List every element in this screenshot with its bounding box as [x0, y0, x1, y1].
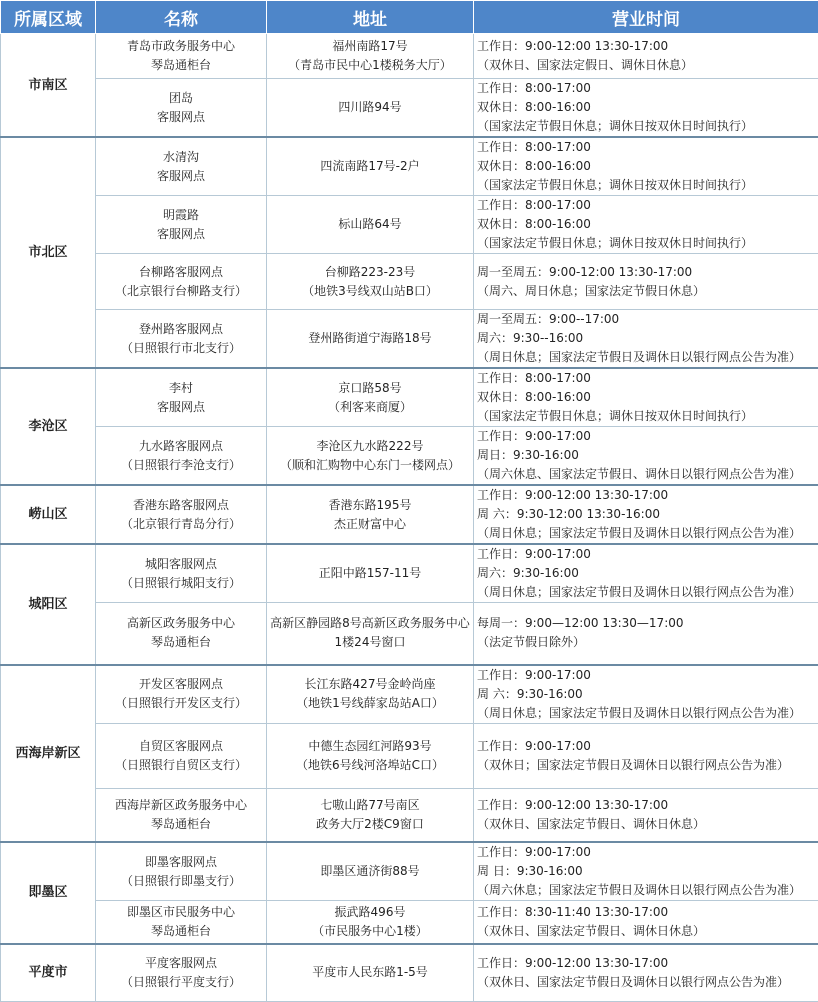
address-cell	[267, 665, 474, 724]
name-cell-line: 登州路客服网点	[96, 320, 266, 339]
hours-cell-line: （法定节假日除外）	[477, 633, 818, 652]
address-cell	[267, 788, 474, 842]
address-cell-line: （利客来商厦）	[267, 398, 473, 417]
hours-cell-line: （周六休息；国家法定节假日及调休日以银行网点公告为准）	[477, 881, 818, 900]
hours-cell-line: （国家法定节假日休息；调休日按双休日时间执行）	[477, 234, 818, 253]
address-cell-line: 高新区静园路8号高新区政务服务中心	[267, 614, 473, 633]
hours-cell-line: 周一至周五：9:00--17:00	[477, 310, 818, 329]
hours-cell-line: 工作日：8:00-17:00	[477, 369, 818, 388]
name-cell-line: 李村	[96, 379, 266, 398]
hours-cell-line: （双休日、国家法定节假日、调休日休息）	[477, 922, 818, 941]
table-row	[1, 485, 818, 544]
name-cell	[96, 254, 267, 310]
hours-cell	[474, 310, 818, 369]
hours-cell	[474, 196, 818, 254]
table-row	[1, 368, 818, 427]
table-row	[1, 723, 818, 788]
address-cell-line: （市民服务中心1楼）	[267, 922, 473, 941]
table-body	[1, 34, 818, 1002]
hours-cell-line: （国家法定节假日休息；调休日按双休日时间执行）	[477, 117, 818, 136]
name-cell-line: 台柳路客服网点	[96, 263, 266, 282]
name-cell-line: 西海岸新区政务服务中心	[96, 796, 266, 815]
hours-cell	[474, 137, 818, 196]
name-cell	[96, 34, 267, 79]
address-cell-line: （青岛市民中心1楼税务大厅）	[267, 56, 473, 75]
name-cell-line: 即墨客服网点	[96, 853, 266, 872]
hours-cell-line: 工作日：9:00-12:00 13:30-17:00	[477, 954, 818, 973]
hours-cell-line: 周六：9:30-16:00	[477, 564, 818, 583]
hours-cell-line: （双休日、国家法定节假日、调休日休息）	[477, 815, 818, 834]
address-cell	[267, 544, 474, 603]
address-cell	[267, 368, 474, 427]
district-cell: 即墨区	[1, 842, 96, 944]
hours-cell	[474, 79, 818, 138]
district-cell: 市北区	[1, 137, 96, 368]
hours-cell-line: （周日休息；国家法定节假日及调休日以银行网点公告为准）	[477, 583, 818, 602]
address-cell-line: 平度市人民东路1-5号	[267, 963, 473, 982]
name-cell-line: 自贸区客服网点	[96, 737, 266, 756]
name-cell-line: 高新区政务服务中心	[96, 614, 266, 633]
hours-cell-line: （国家法定节假日休息；调休日按双休日时间执行）	[477, 176, 818, 195]
address-cell-line: 香港东路195号	[267, 496, 473, 515]
table-row	[1, 254, 818, 310]
table-row	[1, 944, 818, 1002]
address-cell-line: 七嗷山路77号南区	[267, 796, 473, 815]
hours-cell-line: 工作日：9:00-17:00	[477, 843, 818, 862]
address-cell	[267, 254, 474, 310]
name-cell-line: （日照银行开发区支行）	[96, 694, 266, 713]
hours-cell-line: 工作日：8:30-11:40 13:30-17:00	[477, 903, 818, 922]
address-cell-line: （地铁1号线薛家岛站A口）	[267, 694, 473, 713]
hours-cell	[474, 603, 818, 665]
address-cell-line: 京口路58号	[267, 379, 473, 398]
district-cell: 市南区	[1, 34, 96, 138]
address-cell	[267, 427, 474, 486]
hours-cell-line: 周一至周五：9:00-12:00 13:30-17:00	[477, 263, 818, 282]
name-cell-line: 琴岛通柜台	[96, 815, 266, 834]
name-cell-line: 香港东路客服网点	[96, 496, 266, 515]
address-cell	[267, 137, 474, 196]
address-cell-line: 标山路64号	[267, 215, 473, 234]
name-cell-line: 客服网点	[96, 398, 266, 417]
address-cell-line: 福州南路17号	[267, 37, 473, 56]
name-cell-line: 琴岛通柜台	[96, 922, 266, 941]
address-cell	[267, 901, 474, 944]
table-row	[1, 137, 818, 196]
district-cell: 城阳区	[1, 544, 96, 665]
name-cell	[96, 665, 267, 724]
name-cell-line: 客服网点	[96, 108, 266, 127]
name-cell-line: 水清沟	[96, 148, 266, 167]
hours-cell	[474, 901, 818, 944]
address-cell	[267, 79, 474, 138]
name-cell-line: 开发区客服网点	[96, 675, 266, 694]
name-cell-line: 青岛市政务服务中心	[96, 37, 266, 56]
address-cell-line: 杰正财富中心	[267, 515, 473, 534]
name-cell-line: 即墨区市民服务中心	[96, 903, 266, 922]
table-row	[1, 665, 818, 724]
name-cell-line: （日照银行即墨支行）	[96, 872, 266, 891]
name-cell	[96, 788, 267, 842]
table-row	[1, 603, 818, 665]
name-cell-line: 琴岛通柜台	[96, 56, 266, 75]
name-cell	[96, 723, 267, 788]
header-hours: 营业时间	[474, 1, 818, 34]
name-cell	[96, 79, 267, 138]
address-cell-line: 振武路496号	[267, 903, 473, 922]
address-cell	[267, 603, 474, 665]
name-cell-line: （北京银行台柳路支行）	[96, 282, 266, 301]
address-cell-line: 即墨区通济街88号	[267, 862, 473, 881]
address-cell-line: 长江东路427号金岭尚座	[267, 675, 473, 694]
address-cell-line: （顺和汇购物中心东门一楼网点）	[267, 456, 473, 475]
hours-cell-line: 工作日：8:00-17:00	[477, 196, 818, 215]
address-cell-line: 登州路街道宁海路18号	[267, 329, 473, 348]
hours-cell	[474, 723, 818, 788]
name-cell	[96, 137, 267, 196]
address-cell	[267, 34, 474, 79]
name-cell-line: 城阳客服网点	[96, 555, 266, 574]
name-cell-line: （日照银行市北支行）	[96, 339, 266, 358]
hours-cell-line: 工作日：9:00-17:00	[477, 545, 818, 564]
address-cell	[267, 723, 474, 788]
address-cell-line: 中德生态园红河路93号	[267, 737, 473, 756]
address-cell-line: （地铁6号线河洛埠站C口）	[267, 756, 473, 775]
name-cell	[96, 368, 267, 427]
hours-cell	[474, 788, 818, 842]
name-cell-line: （北京银行青岛分行）	[96, 515, 266, 534]
address-cell-line: 政务大厅2楼C9窗口	[267, 815, 473, 834]
address-cell	[267, 310, 474, 369]
header-district: 所属区域	[1, 1, 96, 34]
address-cell	[267, 485, 474, 544]
hours-cell	[474, 254, 818, 310]
hours-cell	[474, 34, 818, 79]
header-row	[1, 1, 818, 34]
hours-cell	[474, 368, 818, 427]
hours-cell-line: （双休日、国家法定节假日及调休日以银行网点公告为准）	[477, 973, 818, 992]
address-cell	[267, 196, 474, 254]
hours-cell-line: （周六、周日休息；国家法定节假日休息）	[477, 282, 818, 301]
address-cell-line: 台柳路223-23号	[267, 263, 473, 282]
table-row	[1, 310, 818, 369]
table-row	[1, 842, 818, 901]
hours-cell-line: 工作日：9:00-12:00 13:30-17:00	[477, 486, 818, 505]
district-cell: 平度市	[1, 944, 96, 1002]
hours-cell-line: 双休日：8:00-16:00	[477, 215, 818, 234]
hours-cell-line: 工作日：9:00-12:00 13:30-17:00	[477, 796, 818, 815]
hours-cell-line: 周日：9:30-16:00	[477, 446, 818, 465]
hours-cell-line: （双休日、国家法定假日、调休日休息）	[477, 56, 818, 75]
address-cell-line: 1楼24号窗口	[267, 633, 473, 652]
hours-cell-line: （双休日；国家法定节假日及调休日以银行网点公告为准）	[477, 756, 818, 775]
table-row	[1, 34, 818, 79]
name-cell-line: 琴岛通柜台	[96, 633, 266, 652]
address-cell	[267, 842, 474, 901]
table-row	[1, 544, 818, 603]
hours-cell-line: 工作日：8:00-17:00	[477, 79, 818, 98]
hours-cell-line: 周 六：9:30-12:00 13:30-16:00	[477, 505, 818, 524]
name-cell	[96, 196, 267, 254]
name-cell-line: 客服网点	[96, 167, 266, 186]
table-row	[1, 196, 818, 254]
address-cell-line: 四流南路17号-2户	[267, 157, 473, 176]
name-cell-line: 团岛	[96, 89, 266, 108]
hours-cell-line: （周日休息；国家法定节假日及调休日以银行网点公告为准）	[477, 348, 818, 367]
name-cell	[96, 485, 267, 544]
name-cell-line: 平度客服网点	[96, 954, 266, 973]
address-cell	[267, 944, 474, 1002]
hours-cell-line: 工作日：9:00-17:00	[477, 666, 818, 685]
header-address: 地址	[267, 1, 474, 34]
name-cell	[96, 901, 267, 944]
table-row	[1, 427, 818, 486]
hours-cell-line: 周 日：9:30-16:00	[477, 862, 818, 881]
hours-cell-line: 每周一：9:00—12:00 13:30—17:00	[477, 614, 818, 633]
name-cell	[96, 427, 267, 486]
hours-cell-line: 双休日：8:00-16:00	[477, 157, 818, 176]
name-cell	[96, 310, 267, 369]
hours-cell	[474, 544, 818, 603]
address-cell-line: 李沧区九水路222号	[267, 437, 473, 456]
hours-cell	[474, 944, 818, 1002]
hours-cell	[474, 485, 818, 544]
name-cell-line: 九水路客服网点	[96, 437, 266, 456]
hours-cell-line: 双休日：8:00-16:00	[477, 98, 818, 117]
hours-cell-line: （周日休息；国家法定节假日及调休日以银行网点公告为准）	[477, 704, 818, 723]
name-cell-line: （日照银行城阳支行）	[96, 574, 266, 593]
table-row	[1, 79, 818, 138]
district-cell: 崂山区	[1, 485, 96, 544]
name-cell-line: 明霞路	[96, 206, 266, 225]
table-row	[1, 788, 818, 842]
district-cell: 李沧区	[1, 368, 96, 485]
header-name: 名称	[96, 1, 267, 34]
hours-cell-line: 周六：9:30--16:00	[477, 329, 818, 348]
hours-cell-line: 工作日：9:00-12:00 13:30-17:00	[477, 37, 818, 56]
name-cell	[96, 544, 267, 603]
hours-cell	[474, 665, 818, 724]
district-cell: 西海岸新区	[1, 665, 96, 843]
name-cell	[96, 603, 267, 665]
hours-cell-line: 工作日：8:00-17:00	[477, 138, 818, 157]
hours-cell-line: （周六休息、国家法定节假日、调休日以银行网点公告为准）	[477, 465, 818, 484]
name-cell	[96, 842, 267, 901]
address-cell-line: （地铁3号线双山站B口）	[267, 282, 473, 301]
name-cell-line: （日照银行自贸区支行）	[96, 756, 266, 775]
name-cell	[96, 944, 267, 1002]
address-cell-line: 正阳中路157-11号	[267, 564, 473, 583]
hours-cell-line: 周 六：9:30-16:00	[477, 685, 818, 704]
hours-cell-line: （国家法定节假日休息；调休日按双休日时间执行）	[477, 407, 818, 426]
address-cell-line: 四川路94号	[267, 98, 473, 117]
hours-cell	[474, 427, 818, 486]
name-cell-line: （日照银行平度支行）	[96, 973, 266, 992]
name-cell-line: （日照银行李沧支行）	[96, 456, 266, 475]
hours-cell-line: （周日休息；国家法定节假日及调休日以银行网点公告为准）	[477, 524, 818, 543]
name-cell-line: 客服网点	[96, 225, 266, 244]
hours-cell-line: 工作日：9:00-17:00	[477, 737, 818, 756]
table-row	[1, 901, 818, 944]
hours-cell-line: 工作日：9:00-17:00	[477, 427, 818, 446]
hours-cell-line: 双休日：8:00-16:00	[477, 388, 818, 407]
hours-cell	[474, 842, 818, 901]
